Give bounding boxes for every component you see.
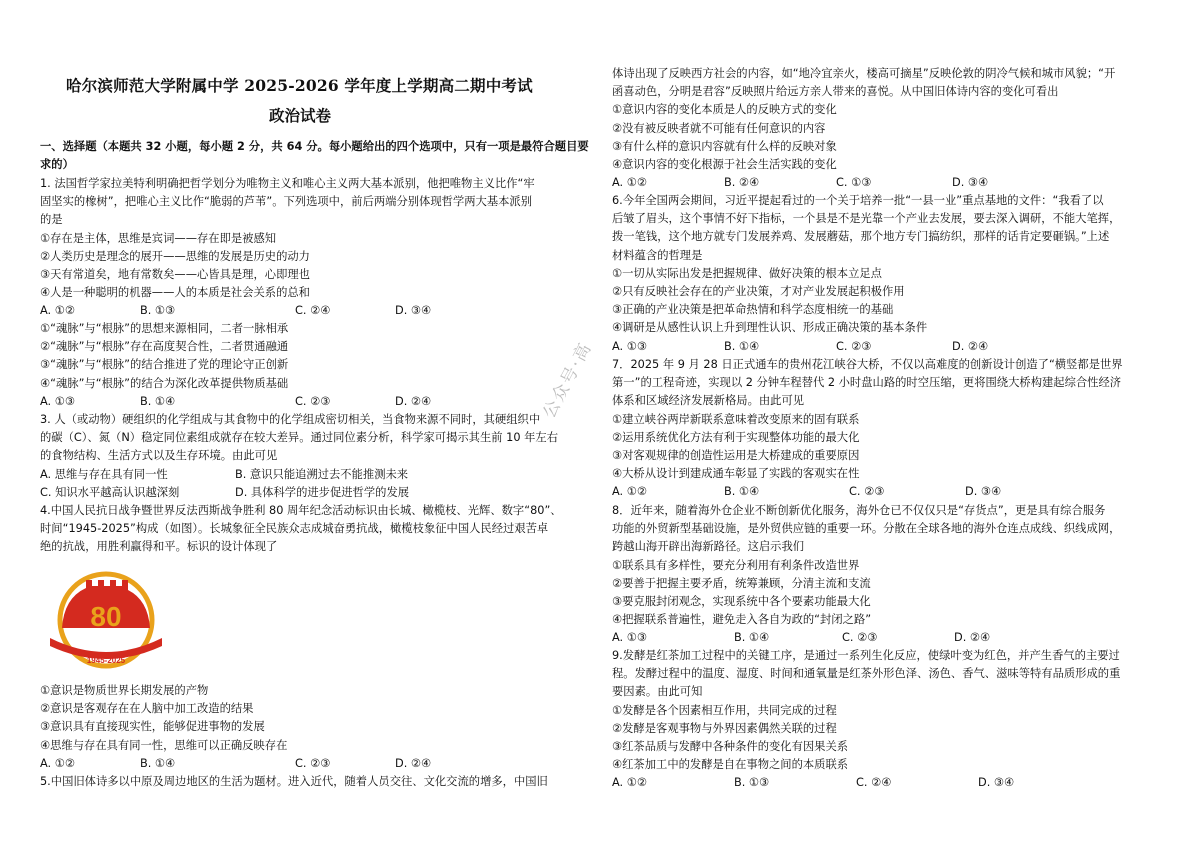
q9-option-b: B. ①③ [734, 776, 770, 790]
q9-item: ①发酵是各个因素相互作用，共同完成的过程 [612, 703, 837, 717]
q9-line: 9.发酵是红茶加工过程中的关键工序，是通过一系列生化反应，使绿叶变为红色，并产生香气的主要过 [612, 649, 1120, 662]
q1-item: ①存在是主体，思维是宾词——存在即是被感知 [40, 231, 277, 245]
q4-line: 时间“1945-2025”构成（如图）。长城象征全民族众志成城奋勇抗战，橄榄枝象征中国人民经过艰苦卓 [40, 522, 549, 536]
q7-item: ④大桥从设计到建成通车彰显了实践的客观实在性 [612, 467, 860, 481]
q7-option-d: D. ③④ [965, 485, 1002, 499]
q5-option-b: B. ②④ [724, 176, 760, 190]
q6-options [612, 338, 1164, 356]
question-7 [612, 356, 1164, 502]
q9-option-d: D. ③④ [978, 776, 1015, 790]
q3-options-row [40, 484, 590, 502]
logo-number: 80 [90, 601, 122, 632]
q6-option-b: B. ①④ [724, 339, 760, 353]
question-6 [612, 192, 1164, 356]
q8-option-c: C. ②③ [842, 631, 878, 645]
question-4 [40, 502, 590, 557]
q5-option-a: A. ①② [612, 176, 647, 190]
q6-line: 材料蕴含的哲理是 [612, 248, 703, 262]
q7-option-c: C. ②③ [849, 485, 885, 499]
q1-line: 固坚实的橡树”，把唯心主义比作“脆弱的芦苇”。下列选项中，前后两端分别体现哲学两大基本派别 [40, 195, 533, 209]
q8-line: 功能的外贸新型基础设施，是外贸供应链的重要一环。分散在全球各地的海外仓连点成线、织线成网， [612, 522, 1121, 536]
q9-item: ④红茶加工中的发酵是自在事物之间的本质联系 [612, 758, 849, 772]
q1-option-d: D. ③④ [395, 304, 432, 318]
q2-option-c: C. ②③ [295, 394, 331, 408]
q5-option-c: C. ①③ [836, 176, 872, 190]
q4-option-a: A. ①② [40, 756, 75, 770]
section-heading: 一、选择题（本题共 32 小题，每小题 2 分，共 64 分。每小题给出的四个选项中，只有一项是最符合题目要求的） [40, 140, 589, 172]
q7-item: ②运用系统优化方法有利于实现整体功能的最大化 [612, 430, 860, 444]
exam-subtitle: 政治试卷 [268, 106, 331, 125]
q4-option-c: C. ②③ [295, 756, 331, 770]
q9-options [612, 774, 1164, 792]
exam-title: 哈尔滨师范大学附属中学 2025-2026 学年度上学期高二期中考试 [66, 76, 533, 95]
q7-line: 7．2025 年 9 月 28 日正式通车的贵州花江峡谷大桥，不仅以高难度的创新设计创造了“横竖都是世界 [612, 358, 1123, 371]
q8-option-b: B. ①④ [734, 631, 770, 645]
q4-line: 绝的抗战，用胜利赢得和平。标识的设计体现了 [40, 540, 278, 554]
q2-option-a: A. ①③ [40, 394, 75, 408]
q2-options [40, 393, 590, 411]
q9-item: ③红茶品质与发酵中各种条件的变化有因果关系 [612, 739, 849, 753]
q6-item: ④调研是从感性认识上升到理性认识、形成正确决策的基本条件 [612, 321, 928, 335]
q1-item: ④人是一种聪明的机器——人的本质是社会关系的总和 [40, 286, 310, 300]
q4-item: ①意识是物质世界长期发展的产物 [40, 684, 209, 697]
q5-item: ①意识内容的变化本质是人的反映方式的变化 [612, 103, 837, 117]
q1-line: 的是 [40, 213, 63, 227]
q7-item: ③对客观规律的创造性运用是大桥建成的重要原因 [612, 448, 860, 462]
q1-option-c: C. ②④ [295, 304, 331, 318]
q6-item: ②只有反映社会存在的产业决策，才对产业发展起积极作用 [612, 284, 905, 298]
q7-line: 第一”的工程奇迹，实现以 2 分钟车程替代 2 小时盘山路的时空压缩，更将围绕大桥构建起综合性经济 [612, 376, 1122, 390]
q2-option-d: D. ②④ [395, 394, 432, 408]
q3-option-c: C. 知识水平越高认识越深刻 [40, 485, 180, 499]
q1-item: ②人类历史是理念的展开——思维的发展是历史的动力 [40, 249, 310, 263]
question-9 [612, 647, 1164, 793]
q4-item: ③意识具有直接现实性，能够促进事物的发展 [40, 720, 265, 734]
question-2 [40, 320, 590, 411]
q8-item: ①联系具有多样性，要充分利用有利条件改造世界 [612, 558, 860, 572]
q6-option-a: A. ①③ [612, 339, 647, 353]
anniversary-logo [44, 568, 168, 676]
q8-item: ②要善于把握主要矛盾，统筹兼顾，分清主流和支流 [612, 576, 871, 590]
q1-item: ③天有常道矣，地有常数矣——心皆具是理，心即理也 [40, 267, 310, 281]
q7-option-b: B. ①④ [724, 485, 760, 499]
question-3 [40, 411, 590, 502]
q5-option-d: D. ③④ [952, 176, 989, 190]
q4-item: ②意识是客观存在在人脑中加工改造的结果 [40, 702, 254, 716]
q9-line: 程。发酵过程中的温度、湿度、时间和通氧量是红茶外形色泽、汤色、香气、滋味等特有品质形成的重 [612, 667, 1121, 681]
q6-option-c: C. ②③ [836, 339, 872, 353]
q7-options [612, 483, 1164, 501]
q5-item: ④意识内容的变化根源于社会生活实践的变化 [612, 157, 837, 171]
q3-option-b: B. 意识只能追溯过去不能推测未来 [235, 467, 409, 481]
q9-option-a: A. ①② [612, 776, 647, 790]
q4-line: 4.中国人民抗日战争暨世界反法西斯战争胜利 80 周年纪念活动标识由长城、橄榄枝、光辉、数字“80”、 [40, 504, 562, 517]
q3-line: 的食物结构、生活方式以及生存环境。由此可见 [40, 449, 278, 463]
q5-line: 体诗出现了反映西方社会的内容，如“地冷宜亲火，楼高可摘星”反映伦敦的阴冷气候和城市风貌；“开 [612, 67, 1116, 80]
q2-option-b: B. ①④ [140, 394, 176, 408]
q8-line: 跨越山海开辟出海新路径。这启示我们 [612, 540, 805, 554]
q3-option-a: A. 思维与存在具有同一性 [40, 467, 168, 481]
q4-option-b: B. ①④ [140, 756, 176, 770]
q3-options-row [40, 466, 590, 484]
q6-item: ①一切从实际出发是把握规律、做好决策的根本立足点 [612, 266, 882, 280]
q7-option-a: A. ①② [612, 485, 647, 499]
q2-item: ①“魂脉”与“根脉”的思想来源相同，二者一脉相承 [40, 322, 289, 335]
q2-item: ③“魂脉”与“根脉”的结合推进了党的理论守正创新 [40, 358, 289, 372]
q5-item: ②没有被反映者就不可能有任何意识的内容 [612, 121, 826, 135]
q5-line: 函喜动色，分明是君容”反映照片给远方亲人带来的喜悦。从中国旧体诗内容的变化可看出 [612, 85, 1059, 99]
q6-item: ③正确的产业决策是把革命热情和科学态度相统一的基础 [612, 303, 894, 317]
q6-option-d: D. ②④ [952, 339, 989, 353]
question-5-cont [612, 65, 1164, 192]
q5-line: 5.中国旧体诗多以中原及周边地区的生活为题材。进入近代，随着人员交往、文化交流的增多，中国旧 [40, 774, 548, 788]
q4-item: ④思维与存在具有同一性，思维可以正确反映存在 [40, 738, 288, 752]
q3-line: 的碳（C）、氮（N）稳定同位素组成就存在较大差异。通过同位素分析，科学家可揭示其生前 10 年左右 [40, 431, 559, 445]
question-4-choices [40, 682, 590, 791]
question-8 [612, 502, 1164, 648]
logo-years: 1945-2025 [86, 656, 126, 665]
q7-item: ①建立峡谷两岸新联系意味着改变原来的固有联系 [612, 412, 860, 426]
q1-option-a: A. ①② [40, 304, 75, 318]
q4-options [40, 755, 590, 773]
q6-line: 6.今年全国两会期间，习近平提起看过的一个关于培养一批“一县一业”重点基地的文件：“我看了以 [612, 194, 1104, 207]
q4-option-d: D. ②④ [395, 756, 432, 770]
q2-item: ②“魂脉”与“根脉”存在高度契合性，二者贯通融通 [40, 340, 289, 354]
watermark-text: 公众号·高 [539, 338, 597, 422]
q8-item: ④把握联系普遍性，避免走入各自为政的“封闭之路” [612, 613, 872, 627]
q9-item: ②发酵是客观事物与外界因素偶然关联的过程 [612, 721, 837, 735]
q7-line: 体系和区域经济发展新格局。由此可见 [612, 394, 805, 408]
q9-line: 要因素。由此可知 [612, 685, 703, 699]
q1-options [40, 302, 590, 320]
q8-line: 8．近年来，随着海外仓企业不断创新优化服务，海外仓已不仅仅只是“存货点”，更是具有综合服务 [612, 504, 1106, 517]
q2-item: ④“魂脉”与“根脉”的结合为深化改革提供物质基础 [40, 376, 289, 390]
question-1 [40, 175, 590, 321]
q1-option-b: B. ①③ [140, 304, 176, 318]
q6-line: 后皱了眉头，这个事情不好下指标，一个县是不是光靠一个产业去发展，要去深入调研，不能大笔挥， [612, 212, 1121, 226]
q8-option-a: A. ①③ [612, 631, 647, 645]
q8-options [612, 629, 1164, 647]
q6-line: 拨一笔钱，这个地方就专门发展养鸡、发展蘑菇，那个地方专门搞纺织，那样的话肯定要砸锅。”上述 [612, 230, 1110, 244]
q5-item: ③有什么样的意识内容就有什么样的反映对象 [612, 139, 837, 153]
q5-options [612, 174, 1164, 192]
q3-line: 3. 人（或动物）硬组织的化学组成与其食物中的化学组成密切相关，当食物来源不同时，其硬组织中 [40, 413, 541, 426]
q1-line: 1. 法国哲学家拉美特利明确把哲学划分为唯物主义和唯心主义两大基本派别，他把唯物主义比作“牢 [40, 177, 535, 190]
q8-option-d: D. ②④ [954, 631, 991, 645]
q8-item: ③要克服封闭观念，实现系统中各个要素功能最大化 [612, 594, 871, 608]
q3-option-d: D. 具体科学的进步促进哲学的发展 [235, 485, 410, 499]
q9-option-c: C. ②④ [856, 776, 892, 790]
